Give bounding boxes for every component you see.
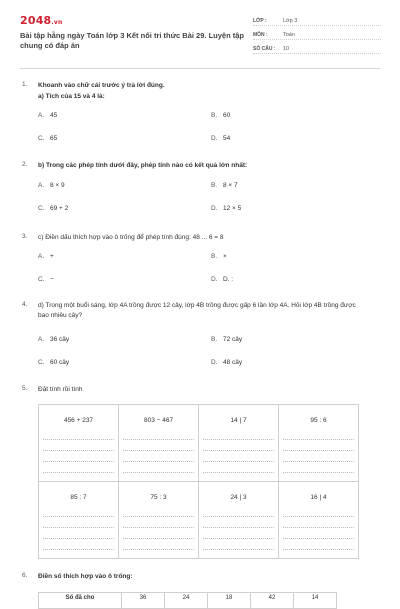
calc-expression: 75 : 3: [150, 494, 167, 501]
meta-value: 10: [283, 46, 290, 52]
calc-expression: 16 | 4: [310, 494, 327, 501]
table-header-cell: Số đã cho: [39, 593, 122, 609]
meta-label: LỚP :: [253, 18, 267, 24]
logo-text: 2048: [20, 14, 52, 27]
meta-class: [253, 18, 381, 24]
table-header-cell: 14: [294, 593, 337, 609]
meta-value: Toán: [283, 32, 295, 38]
calc-cell[interactable]: [279, 482, 359, 559]
question-number: 2.: [22, 161, 28, 168]
table-header-cell: 18: [208, 593, 251, 609]
option-a[interactable]: A. 45: [38, 112, 58, 119]
option-c[interactable]: C. −: [38, 276, 54, 283]
option-c[interactable]: C. 65: [38, 135, 58, 142]
header-divider: [20, 68, 380, 69]
option-d[interactable]: D. 48 cây: [211, 359, 243, 366]
calc-expression: 85 : 7: [70, 494, 87, 501]
calc-cell[interactable]: [199, 405, 279, 482]
calc-cell[interactable]: [119, 405, 199, 482]
calc-cell[interactable]: [199, 482, 279, 559]
worksheet-title: Bài tập hằng ngày Toán lớp 3 Kết nối tri thức Bài 29. Luyện tập chung có đáp án: [20, 31, 244, 50]
question-number: 3.: [22, 233, 28, 240]
meta-label: MÔN :: [253, 32, 268, 38]
fill-table: [38, 592, 337, 609]
option-c[interactable]: C. 60 cây: [38, 359, 70, 366]
option-a[interactable]: A. 36 cây: [38, 336, 70, 343]
question-number: 5.: [22, 385, 28, 392]
question-text: d) Trong một buổi sáng, lớp 4A trồng được 12 cây, lớp 4B trồng được gấp 6 lần lớp 4A. Hỏi lớp 4B trồng được bao nhiêu cây?: [38, 302, 356, 319]
calc-expression: 24 | 3: [230, 494, 247, 501]
option-a[interactable]: A. +: [38, 253, 54, 260]
calculation-grid: [38, 404, 359, 559]
option-d[interactable]: D. 12 × 5: [211, 205, 242, 212]
option-a[interactable]: A. 8 × 9: [38, 182, 65, 189]
meta-value: Lớp 3: [283, 18, 298, 24]
meta-label: SỐ CÂU :: [253, 46, 276, 52]
table-header-cell: 42: [251, 593, 294, 609]
calc-cell[interactable]: [39, 405, 119, 482]
option-d[interactable]: D. 54: [211, 135, 231, 142]
question-text: c) Điền dấu thích hợp vào ô trống để phép tính đúng: 48 ... 6 = 8: [38, 234, 224, 241]
option-d[interactable]: D. D. :: [211, 276, 234, 283]
question-text-bold: b) Trong các phép tính dưới đây, phép tính nào có kết quả lớn nhất:: [38, 162, 248, 169]
question-text: Khoanh vào chữ cái trước ý trả lời đúng.: [38, 82, 165, 89]
option-b[interactable]: B. 8 × 7: [211, 182, 238, 189]
question-number: 6.: [22, 572, 28, 579]
option-b[interactable]: B. 60: [211, 112, 231, 119]
table-header-cell: 36: [122, 593, 165, 609]
calc-expression: 456 + 237: [63, 417, 94, 424]
site-logo[interactable]: [20, 14, 62, 27]
calc-cell[interactable]: [279, 405, 359, 482]
calc-cell[interactable]: [119, 482, 199, 559]
option-b[interactable]: B. 72 cây: [211, 336, 243, 343]
question-number: 4.: [22, 301, 28, 308]
question-text: Điền số thích hợp vào ô trống:: [38, 573, 133, 580]
calc-expression: 14 | 7: [230, 417, 247, 424]
question-number: 1.: [22, 81, 28, 88]
calc-expression: 803 − 467: [143, 417, 174, 424]
logo-suffix: .vn: [51, 19, 63, 26]
meta-subject: [253, 32, 381, 38]
option-c[interactable]: C. 69 + 2: [38, 205, 69, 212]
option-b[interactable]: B. ×: [211, 253, 227, 260]
question-text: Đặt tính rồi tính: [38, 386, 83, 393]
meta-question-count: [253, 46, 381, 52]
question-sub: a) Tích của 15 và 4 là:: [38, 93, 105, 100]
question-text: [38, 161, 247, 171]
table-header-cell: 24: [165, 593, 208, 609]
calc-expression: 95 : 6: [310, 417, 327, 424]
calc-cell[interactable]: [39, 482, 119, 559]
